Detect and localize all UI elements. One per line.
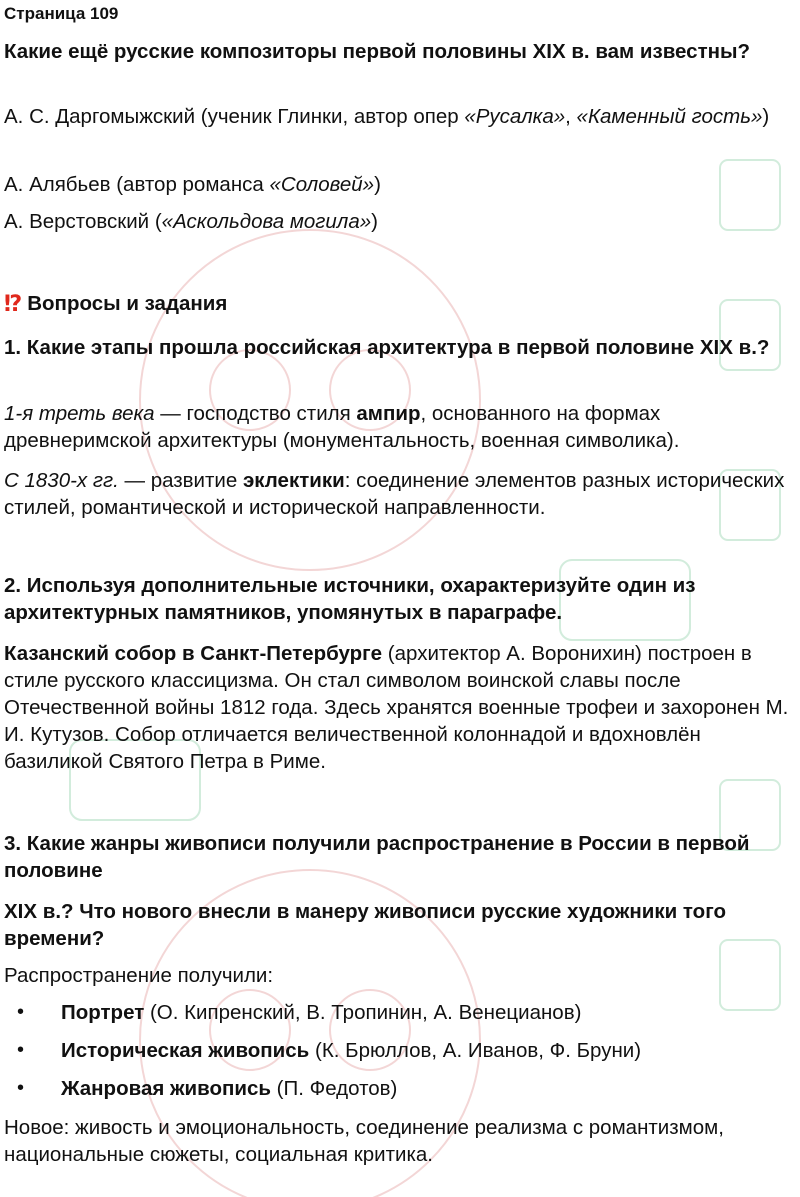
- period-label: С 1830-х гг.: [4, 469, 119, 492]
- list-item: [4, 1037, 798, 1075]
- bullet: •: [17, 1001, 25, 1023]
- genre-name: Жанровая живопись: [61, 1077, 271, 1100]
- bullet: •: [17, 1077, 25, 1099]
- question-3: [4, 830, 798, 884]
- composers-question: [4, 38, 798, 65]
- closing-paren: ): [762, 105, 770, 128]
- question-3-cont: [4, 898, 798, 952]
- page-number-label: Страница 109: [4, 4, 119, 23]
- closing-paren: ): [374, 173, 381, 196]
- period-label: 1-я треть века: [4, 402, 155, 425]
- work-title: «Соловей»: [269, 173, 375, 196]
- bullet: •: [17, 1039, 25, 1061]
- double-exclamation-question-icon: ⁉: [4, 291, 20, 316]
- list-item: [4, 1075, 798, 1113]
- q3-intro-text: Распространение получили:: [4, 964, 274, 987]
- composer-name: А. С. Даргомыжский: [4, 105, 196, 128]
- composer-item: [4, 103, 798, 130]
- list-item: [4, 999, 798, 1037]
- separator: ,: [565, 105, 577, 128]
- genre-artists: (П. Федотов): [270, 1077, 398, 1100]
- composer-item: [4, 208, 798, 235]
- composer-desc: (ученик Глинки, автор опер: [195, 105, 465, 128]
- q2-answer: [4, 640, 798, 775]
- answer-text: , основанного на формах древнеримской архитектуры (монументальность, военная символика).: [4, 402, 680, 452]
- question-3-text-a: 3. Какие жанры живописи получили распространение в России в первой половине: [4, 832, 750, 882]
- section-header: [4, 290, 798, 317]
- q3-intro: [4, 962, 798, 989]
- q3-novelty: [4, 1114, 798, 1168]
- genre-list: [4, 999, 798, 1113]
- question-2-text: 2. Используя дополнительные источники, охарактеризуйте один из архитектурных памятников, упомянутых в параграфе.: [4, 574, 696, 624]
- answer-text: — господство стиля: [154, 402, 357, 425]
- genre-name: Историческая живопись: [61, 1039, 310, 1062]
- work-title: «Каменный гость»: [576, 105, 763, 128]
- question-2: [4, 572, 798, 626]
- composer-desc: (автор романса: [110, 173, 270, 196]
- q1-answer: [4, 467, 798, 521]
- genre-artists: (К. Брюллов, А. Иванов, Ф. Бруни): [309, 1039, 642, 1062]
- q1-answer: [4, 400, 798, 454]
- composer-name: А. Алябьев: [4, 173, 111, 196]
- genre-name: Портрет: [61, 1001, 145, 1024]
- q3-novelty-text: Новое: живость и эмоциональность, соединение реализма с романтизмом, национальные сюжеты, социальная критика.: [4, 1116, 724, 1166]
- work-title: «Русалка»: [464, 105, 566, 128]
- composer-name: А. Верстовский: [4, 210, 150, 233]
- answer-text: — развитие: [118, 469, 243, 492]
- question-1-text: 1. Какие этапы прошла российская архитектура в первой половине XIX в.?: [4, 336, 770, 359]
- style-term: ампир: [356, 402, 421, 425]
- answer-text: : соединение элементов разных исторических стилей, романтической и исторической направленности.: [4, 469, 785, 519]
- closing-paren: ): [371, 210, 378, 233]
- genre-artists: (О. Кипренский, В. Тропинин, А. Венецианов): [144, 1001, 582, 1024]
- question-1: [4, 334, 798, 361]
- composers-question-text: Какие ещё русские композиторы первой половины XIX в. вам известны?: [4, 40, 751, 63]
- composer-item: [4, 171, 798, 198]
- composer-desc: (: [149, 210, 162, 233]
- style-term: эклектики: [242, 469, 345, 492]
- monument-name: Казанский собор в Санкт-Петербурге: [4, 642, 383, 665]
- work-title: «Аскольдова могила»: [161, 210, 372, 233]
- section-title: Вопросы и задания: [27, 292, 228, 315]
- question-3-text-b: XIX в.? Что нового внесли в манеру живописи русские художники того времени?: [4, 900, 726, 950]
- monument-description: (архитектор А. Воронихин) построен в стиле русского классицизма. Он стал символом воинской славы после Отечественной войны 1812 года. Здесь хранятся военные трофеи и захоронен М. И. Кутузов. Собор отличается величественной колоннадой и вдохновлён базиликой Святого Петра в Риме.: [4, 642, 789, 773]
